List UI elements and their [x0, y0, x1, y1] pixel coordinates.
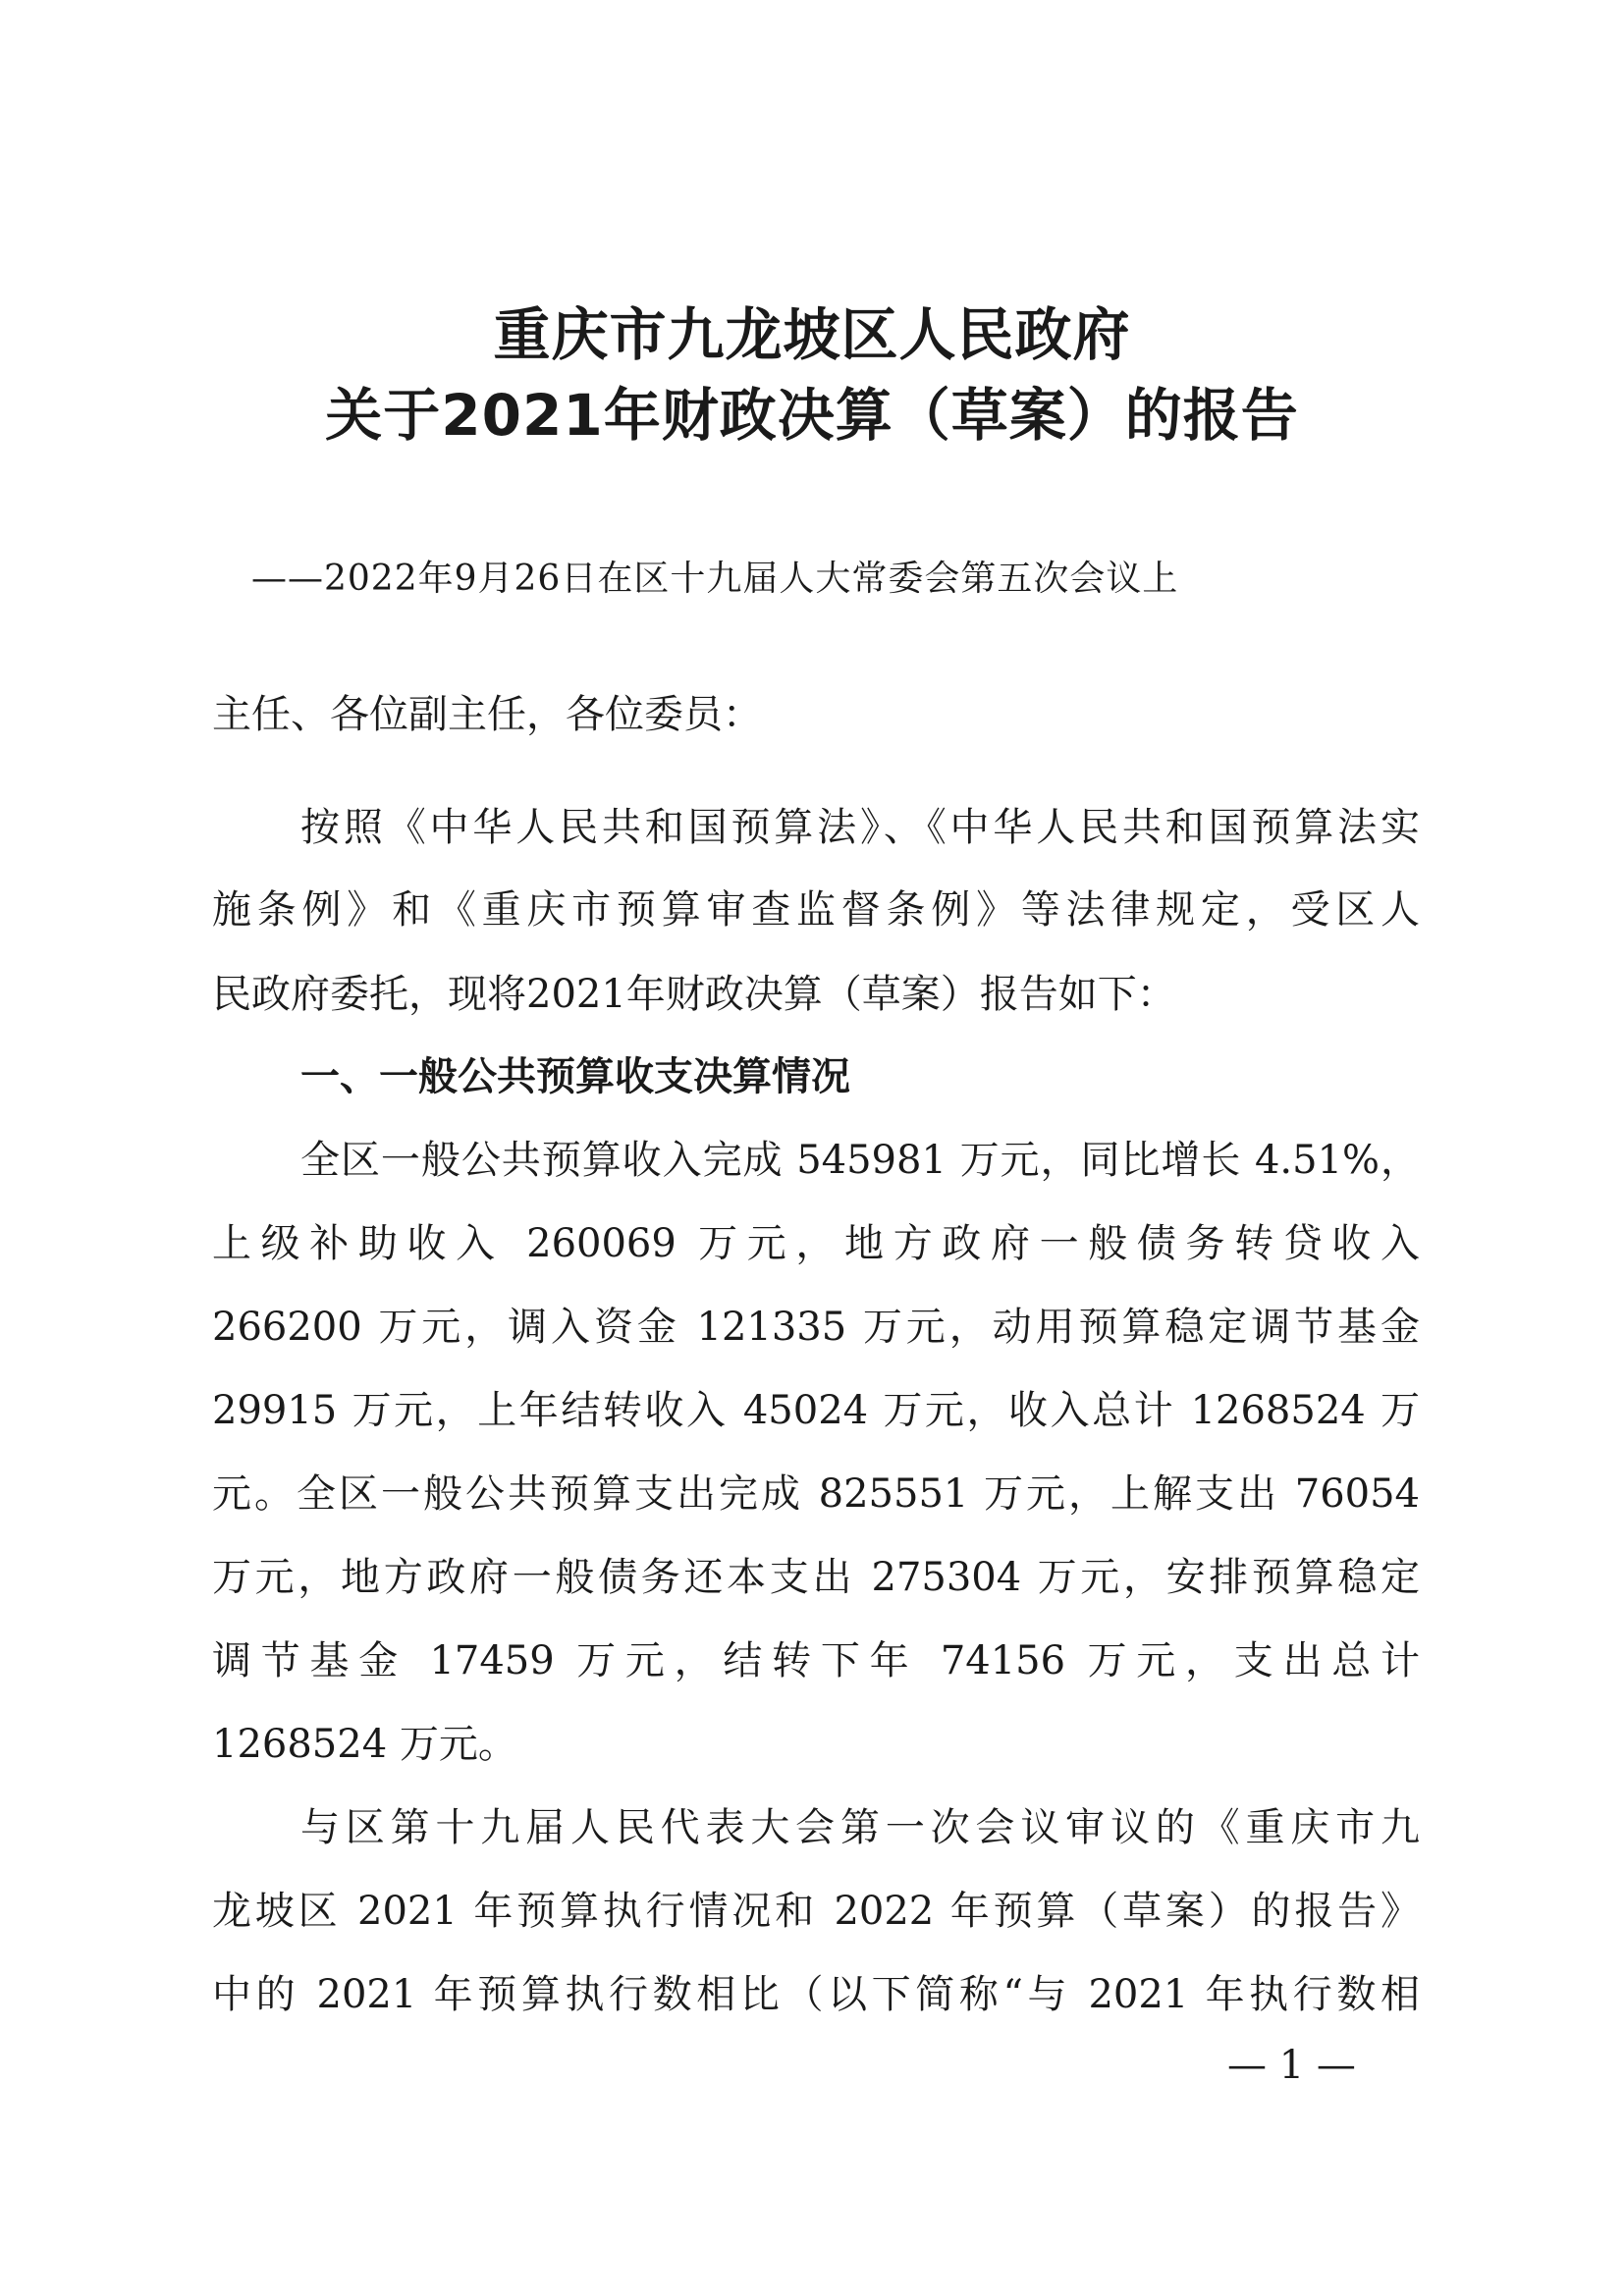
- section-1-para-1-line-3: 266200 万元，调入资金 121335 万元，动用预算稳定调节基金: [212, 1305, 1420, 1350]
- section-1-para-1-line-6: 万元，地方政府一般债务还本支出 275304 万元，安排预算稳定: [212, 1555, 1420, 1600]
- document-title-line-1: 重庆市九龙坡区人民政府: [493, 301, 1131, 368]
- section-1-para-1-line-1: 全区一般公共预算收入完成 545981 万元，同比增长 4.51%，: [300, 1138, 1420, 1183]
- section-1-para-2-line-2: 龙坡区 2021 年预算执行情况和 2022 年预算（草案）的报告》: [212, 1889, 1420, 1934]
- section-1-para-1-line-4: 29915 万元，上年结转收入 45024 万元，收入总计 1268524 万: [212, 1388, 1420, 1433]
- intro-line-1: 按照《中华人民共和国预算法》、《中华人民共和国预算法实: [300, 805, 1420, 850]
- intro-line-3: 民政府委托，现将2021年财政决算（草案）报告如下：: [212, 972, 1176, 1017]
- document-title-line-2: 关于2021年财政决算（草案）的报告: [325, 382, 1299, 449]
- salutation: 主任、各位副主任，各位委员：: [212, 692, 762, 737]
- document-subtitle: ——2022年9月26日在区十九届人大常委会第五次会议上: [251, 559, 1179, 599]
- section-1-para-2-line-1: 与区第十九届人民代表大会第一次会议审议的《重庆市九: [300, 1805, 1420, 1850]
- section-1-para-1-line-2: 上级补助收入 260069 万元，地方政府一般债务转贷收入: [212, 1221, 1420, 1266]
- section-1-heading: 一、一般公共预算收支决算情况: [300, 1054, 850, 1099]
- intro-line-2: 施条例》和《重庆市预算审查监督条例》等法律规定，受区人: [212, 887, 1420, 933]
- section-1-para-1-line-7: 调节基金 17459 万元，结转下年 74156 万元，支出总计: [212, 1638, 1420, 1683]
- section-1-para-2-line-3: 中的 2021 年预算执行数相比（以下简称“与 2021 年执行数相: [212, 1972, 1420, 2017]
- page-number: — 1 —: [1227, 2043, 1356, 2088]
- section-1-para-1-line-5: 元。全区一般公共预算支出完成 825551 万元，上解支出 76054: [212, 1471, 1420, 1517]
- section-1-para-1-line-8: 1268524 万元。: [212, 1722, 517, 1767]
